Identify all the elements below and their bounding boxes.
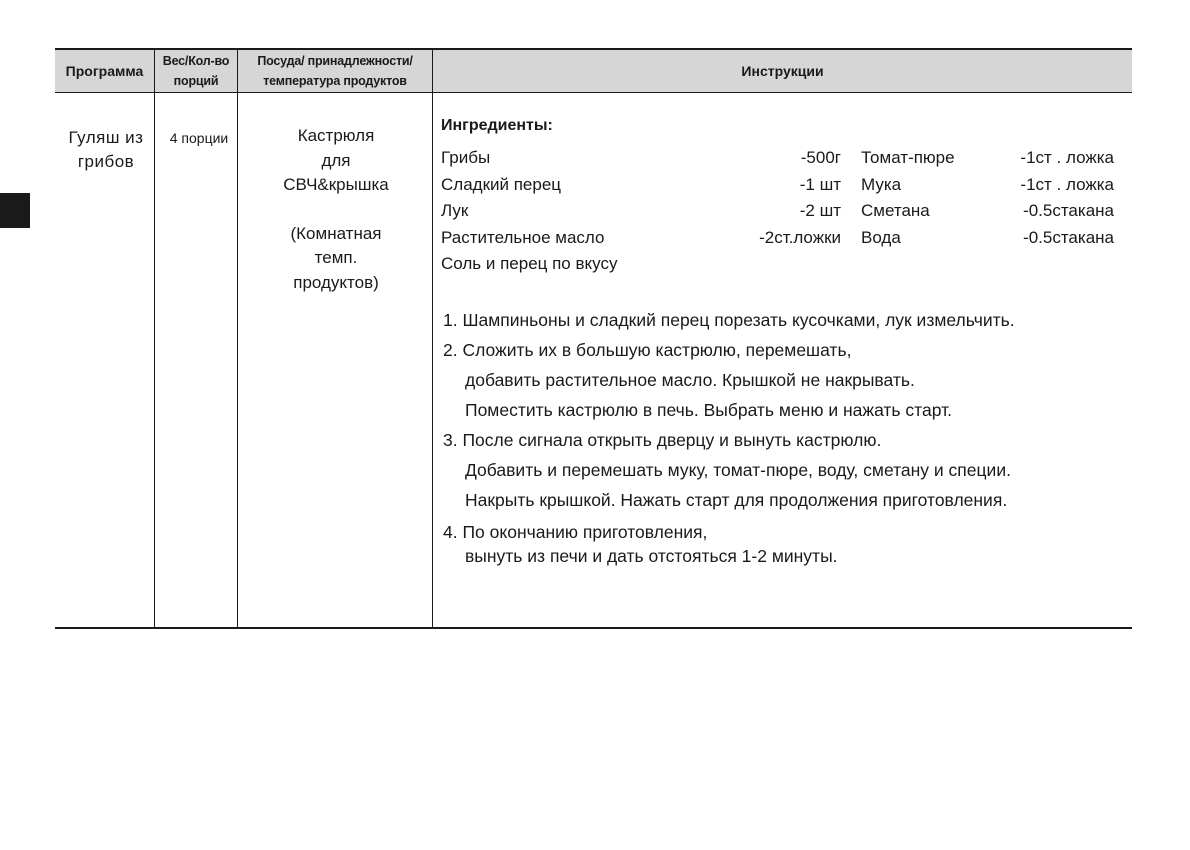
table-bottom-border	[55, 627, 1132, 629]
header-weight-portions: Вес/Кол-во порций	[162, 54, 230, 88]
side-tab-marker	[0, 193, 30, 228]
portions-value: 4 порции	[169, 130, 229, 146]
header-bottom-border	[55, 92, 1132, 93]
instruction-step-3-line: Добавить и перемешать муку, томат-пюре, воду, сметану и специи.	[465, 460, 1011, 480]
instruction-step-3: 3. После сигнала открыть дверцу и вынуть кастрюлю.	[443, 430, 882, 450]
instruction-step-4: 4. По окончанию приготовления,	[443, 522, 708, 542]
program-name: Гуляш из грибов	[68, 128, 144, 171]
header-utensils: Посуда/ принадлежности/ температура продуктов	[257, 54, 413, 88]
instruction-step-3-line: Накрыть крышкой. Нажать старт для продолжения приготовления.	[465, 490, 1008, 510]
instruction-step-2-line: добавить растительное масло. Крышкой не накрывать.	[465, 370, 915, 390]
header-program: Программа	[65, 63, 144, 79]
header-instructions: Инструкции	[741, 63, 824, 79]
instruction-step-1: 1. Шампиньоны и сладкий перец порезать кусочками, лук измельчить.	[443, 310, 1015, 330]
instruction-step-4-line: вынуть из печи и дать отстояться 1-2 минуты.	[465, 546, 838, 566]
ingredients-title: Ингредиенты:	[441, 117, 553, 134]
ingredient-row: Лук -2 шт Сметана -0.5стакана	[441, 201, 1114, 220]
ingredient-seasoning: Соль и перец по вкусу	[441, 254, 618, 273]
recipe-table	[55, 48, 1132, 628]
ingredient-row: Грибы -500г Томат-пюре -1ст . ложка	[441, 148, 1114, 167]
ingredient-row: Сладкий перец -1 шт Мука -1ст . ложка	[441, 175, 1114, 194]
utensils-value: Кастрюля для СВЧ&крышка (Комнатная темп. продуктов)	[283, 126, 389, 292]
instruction-step-2-line: Поместить кастрюлю в печь. Выбрать меню и нажать старт.	[465, 400, 953, 420]
instruction-step-2: 2. Сложить их в большую кастрюлю, перемешать,	[443, 340, 852, 360]
ingredient-row: Растительное масло -2ст.ложки Вода -0.5стакана	[441, 228, 1114, 247]
